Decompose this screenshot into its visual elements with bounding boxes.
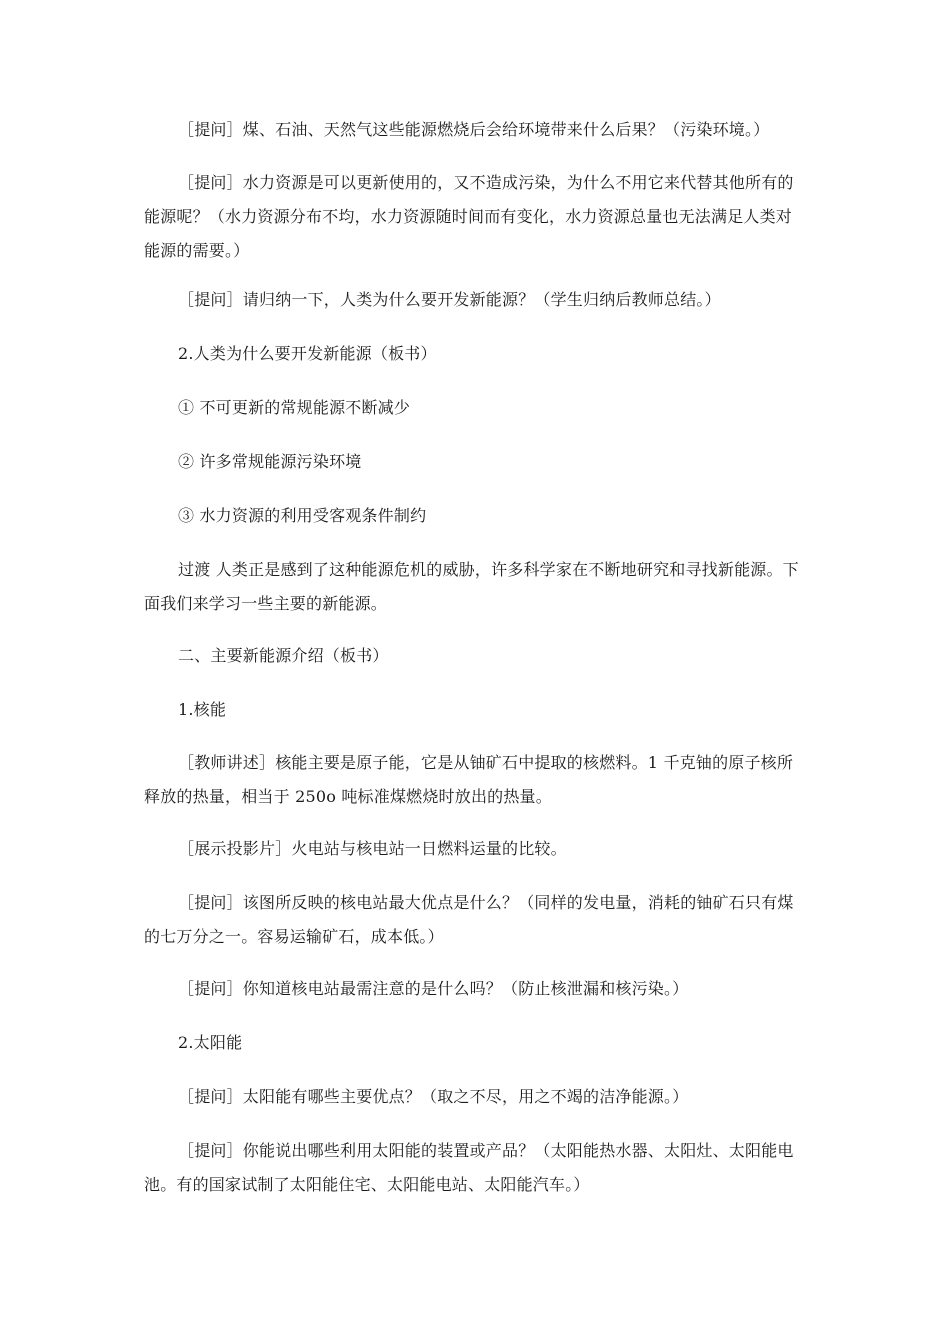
teacher-explanation-paragraph: ［教师讲述］核能主要是原子能，它是从铀矿石中提取的核燃料。1 千克铀的原子核所释放的热量，相当于 250o 吨标准煤燃烧时放出的热量。 (144, 753, 794, 806)
reason-item-1: ① 不可更新的常规能源不断减少 (178, 398, 411, 417)
question-summary-paragraph: ［提问］请归纳一下，人类为什么要开发新能源？（学生归纳后教师总结。） (178, 290, 721, 309)
reason-item-2: ② 许多常规能源污染环境 (178, 452, 362, 471)
question-solar-advantage-paragraph: ［提问］太阳能有哪些主要优点？（取之不尽，用之不竭的洁净能源。） (178, 1087, 689, 1106)
section-heading-why-new-energy: 2.人类为什么要开发新能源（板书） (178, 344, 437, 363)
question-solar-products-paragraph: ［提问］你能说出哪些利用太阳能的装置或产品？（太阳能热水器、太阳灶、太阳能电池。有的国家试制了太阳能住宅、太阳能电站、太阳能汽车。） (144, 1141, 794, 1194)
question-pollution-paragraph: ［提问］煤、石油、天然气这些能源燃烧后会给环境带来什么后果？（污染环境。） (178, 120, 770, 139)
subheading-solar-energy: 2.太阳能 (178, 1033, 243, 1052)
question-nuclear-safety-paragraph: ［提问］你知道核电站最需注意的是什么吗？（防止核泄漏和核污染。） (178, 979, 689, 998)
projection-slide-paragraph: ［展示投影片］火电站与核电站一日燃料运量的比较。 (178, 839, 567, 858)
section-heading-main-new-energy: 二、主要新能源介绍（板书） (178, 646, 389, 665)
reason-item-3: ③ 水力资源的利用受客观条件制约 (178, 506, 427, 525)
question-nuclear-advantage-paragraph: ［提问］该图所反映的核电站最大优点是什么？（同样的发电量，消耗的铀矿石只有煤的七万分之一。容易运输矿石，成本低。） (144, 893, 794, 946)
transition-paragraph: 过渡 人类正是感到了这种能源危机的威胁，许多科学家在不断地研究和寻找新能源。下面我们来学习一些主要的新能源。 (144, 560, 799, 613)
question-hydropower-paragraph: ［提问］水力资源是可以更新使用的，又不造成污染，为什么不用它来代替其他所有的能源呢？（水力资源分布不均，水力资源随时间而有变化，水力资源总量也无法满足人类对能源的需要。） (144, 173, 794, 260)
subheading-nuclear-energy: 1.核能 (178, 700, 227, 719)
